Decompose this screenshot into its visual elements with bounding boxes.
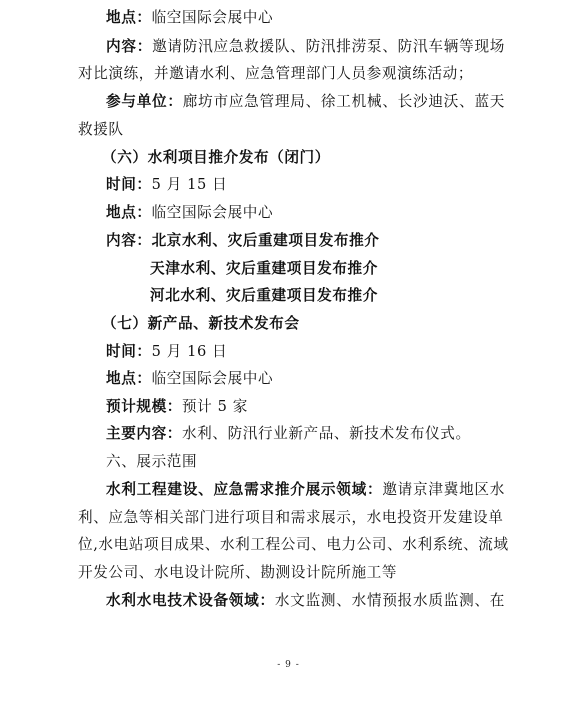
content-value: 邀请防汛应急救援队、防汛排涝泵、防汛车辆等现场 [152, 38, 505, 55]
event5-content-continued [78, 64, 473, 84]
time-label: 时间： [106, 176, 152, 193]
main-content-label: 主要内容： [106, 425, 182, 442]
time-label: 时间： [106, 343, 152, 360]
location-value: 临空国际会展中心 [151, 9, 274, 26]
participants-value: 廊坊市应急管理局、徐工机械、长沙迪沃、蓝天 [182, 93, 505, 110]
content-item-hebei: 河北水利、灾后重建项目发布推介 [150, 287, 378, 304]
event6-location [106, 203, 273, 223]
scope-water-engineering-line-4: 开发公司、水电设计院所、勘测设计院所施工等 [78, 564, 398, 581]
event5-location [106, 8, 273, 28]
content-item-beijing: 北京水利、灾后重建项目发布推介 [151, 232, 380, 249]
event7-main-content [106, 424, 471, 444]
page-number: - 9 - [277, 660, 300, 670]
content-item-tianjin: 天津水利、灾后重建项目发布推介 [150, 260, 378, 277]
location-label: 地点： [106, 204, 152, 221]
participants-label: 参与单位： [106, 93, 183, 110]
scope-water-engineering-line-2: 利、应急等相关部门进行项目和需求展示，水电投资开发建设单 [78, 509, 504, 526]
event7-scale [106, 397, 248, 417]
location-value: 临空国际会展中心 [151, 370, 274, 387]
scale-label: 预计规模： [106, 398, 182, 415]
section-heading-exhibition-scope: 六、展示范围 [106, 453, 198, 470]
time-value: 5 月 15 日 [151, 176, 228, 193]
event6-time [106, 175, 227, 195]
time-value: 5 月 16 日 [151, 343, 228, 360]
scope-water-engineering-label: 水利工程建设、应急需求推介展示领域： [106, 481, 383, 498]
event5-participants [106, 92, 505, 112]
section-heading-7: （七）新产品、新技术发布会 [102, 315, 300, 332]
location-label: 地点： [106, 370, 152, 387]
main-content-value: 水利、防汛行业新产品、新技术发布仪式。 [181, 425, 471, 442]
scope-water-engineering [106, 480, 505, 500]
event5-content [106, 37, 505, 57]
scope-equipment-text: 水文监测、水情预报水质监测、在 [274, 592, 505, 609]
content-continued-text: 对比演练，并邀请水利、应急管理部门人员参观演练活动； [78, 65, 474, 82]
content-label: 内容： [106, 232, 152, 249]
scope-equipment-label: 水利水电技术设备领域： [106, 592, 275, 609]
event7-location [106, 369, 273, 389]
event7-time [106, 342, 227, 362]
scope-equipment [106, 591, 505, 611]
scope-water-engineering-line-3: 位,水电站项目成果、水利工程公司、电力公司、水利系统、流域 [78, 536, 509, 553]
location-label: 地点： [106, 9, 152, 26]
scope-water-engineering-text: 邀请京津冀地区水 [382, 481, 505, 498]
participants-continued-text: 救援队 [78, 121, 124, 138]
location-value: 临空国际会展中心 [151, 204, 274, 221]
event5-participants-continued [78, 120, 124, 140]
section-heading-6: （六）水利项目推介发布（闭门） [102, 149, 330, 166]
content-label: 内容： [106, 38, 153, 55]
event6-content [106, 231, 380, 251]
scale-value: 预计 5 家 [181, 398, 248, 415]
